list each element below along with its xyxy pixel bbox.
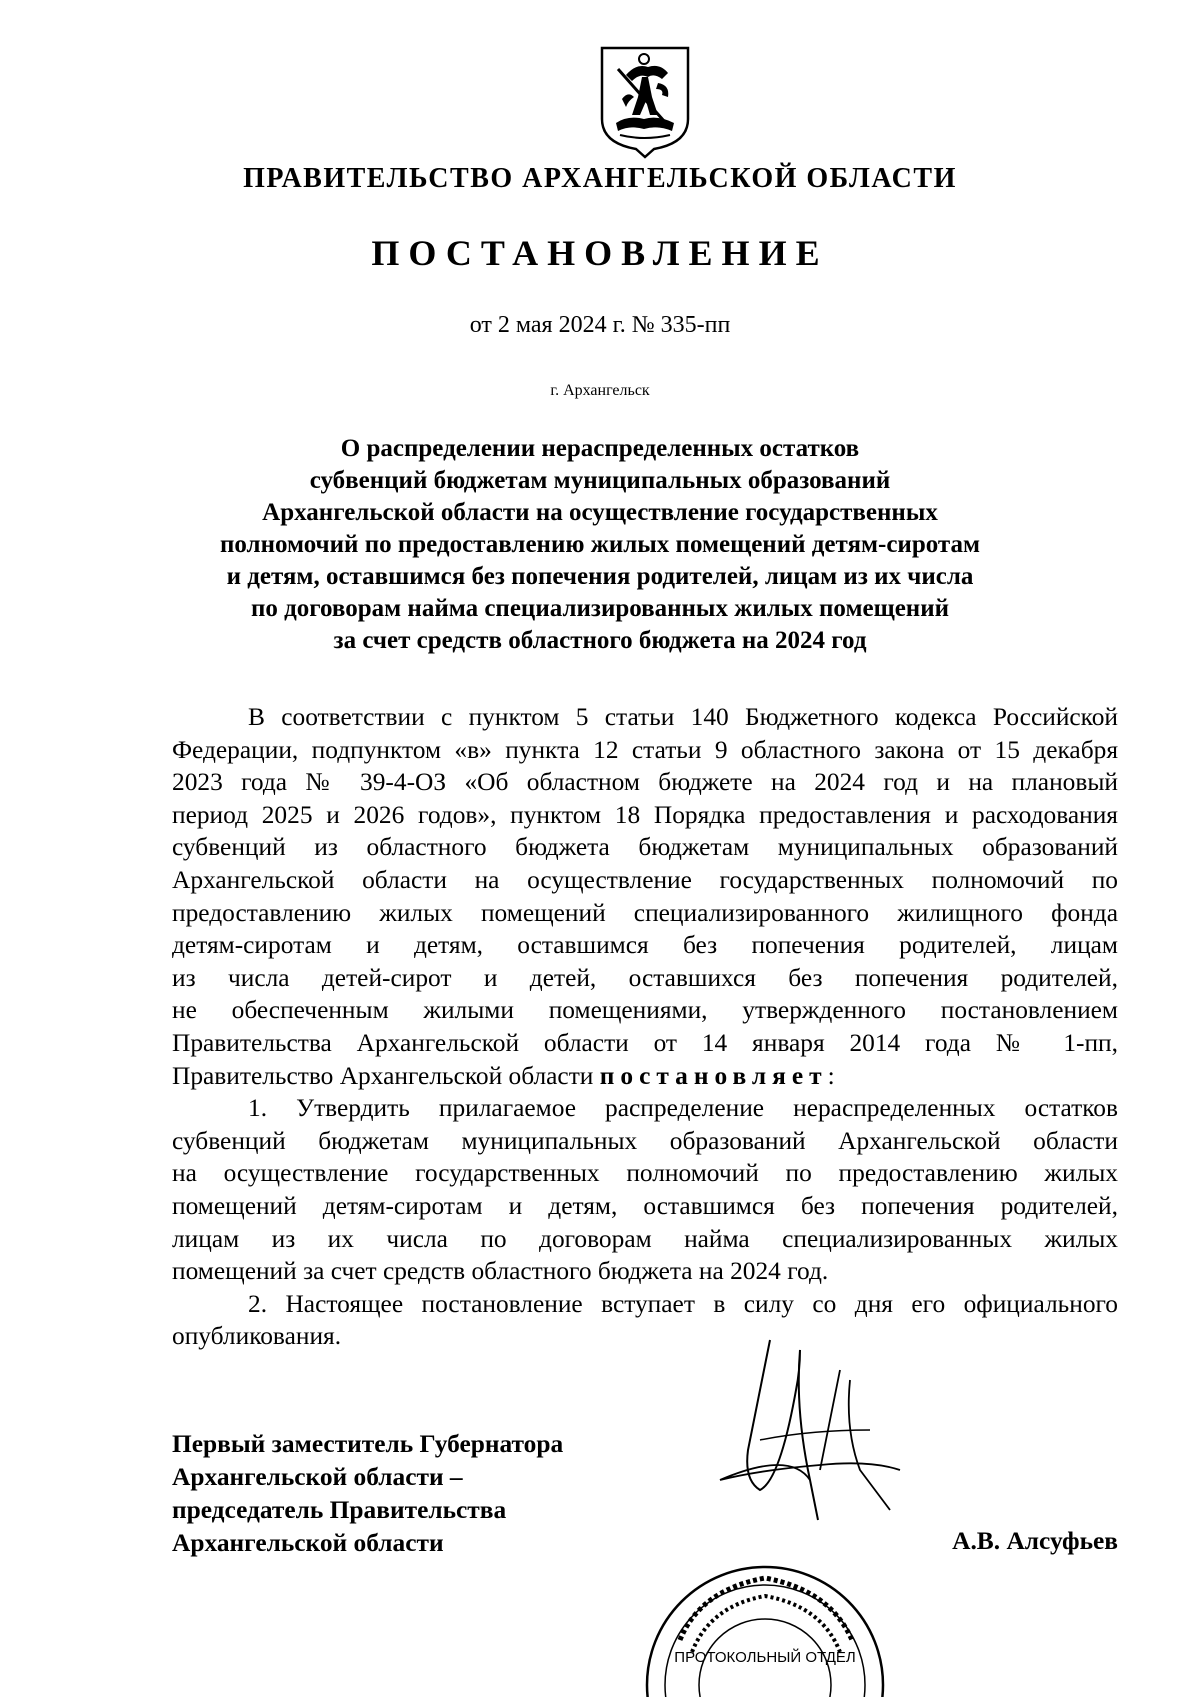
- date-and-number: от 2 мая 2024 г. № 335-пп: [469, 312, 731, 338]
- position-line: председатель Правительства: [172, 1496, 507, 1524]
- title-line: Архангельской области на осуществление государственных: [262, 499, 938, 526]
- body-line: 2023 года № 39-4-ОЗ «Об областном бюджете на 2024 год и на плановый: [172, 768, 1118, 797]
- item-2-paragraph: [172, 1288, 1118, 1353]
- document-title: [170, 433, 1030, 657]
- coat-of-arms-icon: [598, 45, 692, 160]
- organization-name: ПРАВИТЕЛЬСТВО АРХАНГЕЛЬСКОЙ ОБЛАСТИ: [243, 163, 957, 194]
- body-line: предоставлению жилых помещений специализированного жилищного фонда: [172, 898, 1118, 927]
- body-line: Архангельской области на осуществление государственных полномочий по: [172, 865, 1118, 894]
- body-line: В соответствии с пунктом 5 статьи 140 Бюджетного кодекса Российской: [248, 703, 1118, 731]
- body-line: 1. Утвердить прилагаемое распределение нераспределенных остатков: [248, 1094, 1118, 1123]
- body-line: субвенций из областного бюджета бюджетам муниципальных образований: [172, 833, 1118, 862]
- item-1-paragraph: [172, 1092, 1118, 1288]
- body-line: 2. Настоящее постановление вступает в силу со дня его официального: [248, 1289, 1118, 1318]
- position-line: Архангельской области: [172, 1529, 444, 1557]
- title-line: и детям, оставшимся без попечения родителей, лицам из их числа: [226, 563, 974, 590]
- document-body: [172, 701, 1118, 1353]
- preamble-paragraph: [172, 701, 1118, 1092]
- position-line: Первый заместитель Губернатора: [172, 1430, 564, 1458]
- decree-word: постановляет: [599, 1061, 828, 1090]
- body-line: помещений за счет средств областного бюджета на 2024 год.: [172, 1257, 829, 1286]
- handwritten-signature-icon: [700, 1330, 940, 1560]
- signatory-position: [172, 1428, 672, 1560]
- body-line: период 2025 и 2026 годов», пунктом 18 Порядка предоставления и расходования: [172, 800, 1118, 829]
- body-line: опубликования.: [172, 1322, 342, 1351]
- title-line: полномочий по предоставлению жилых помещений детям-сиротам: [219, 531, 981, 558]
- body-line: Федерации, подпунктом «в» пункта 12 статьи 9 областного закона от 15 декабря: [172, 735, 1118, 764]
- body-line: помещений детям-сиротам и детям, оставшимся без попечения родителей,: [172, 1191, 1118, 1220]
- body-line: из числа детей-сирот и детей, оставшихся без попечения родителей,: [172, 963, 1118, 992]
- city: г. Архангельск: [550, 382, 650, 399]
- body-line: Правительства Архангельской области от 14 января 2014 года № 1-пп,: [172, 1028, 1118, 1057]
- signatory-name: А.В. Алсуфьев: [952, 1527, 1118, 1555]
- body-line: на осуществление государственных полномочий по предоставлению жилых: [172, 1159, 1118, 1188]
- decree-colon: :: [827, 1061, 835, 1090]
- body-line: субвенций бюджетам муниципальных образований Архангельской области: [172, 1126, 1118, 1155]
- title-line: О распределении нераспределенных остатков: [340, 435, 860, 462]
- position-line: Архангельской области –: [172, 1463, 463, 1491]
- preamble-final-text: Правительство Архангельской области: [172, 1061, 600, 1090]
- body-line: не обеспеченным жилыми помещениями, утвержденного постановлением: [172, 996, 1118, 1025]
- body-line: лицам из их числа по договорам найма специализированных жилых: [172, 1224, 1118, 1253]
- title-line: по договорам найма специализированных жилых помещений: [251, 595, 949, 622]
- title-line: субвенций бюджетам муниципальных образований: [309, 467, 891, 494]
- body-line: детям-сиротам и детям, оставшимся без попечения родителей, лицам: [172, 931, 1118, 960]
- document-type: ПОСТАНОВЛЕНИЕ: [371, 233, 829, 273]
- body-line: [172, 1060, 1118, 1093]
- stamp-text: ПРОТОКОЛЬНЫЙ ОТДЕЛ: [674, 1649, 856, 1666]
- round-stamp-icon: [640, 1560, 890, 1697]
- title-line: за счет средств областного бюджета на 2024 год: [333, 627, 867, 654]
